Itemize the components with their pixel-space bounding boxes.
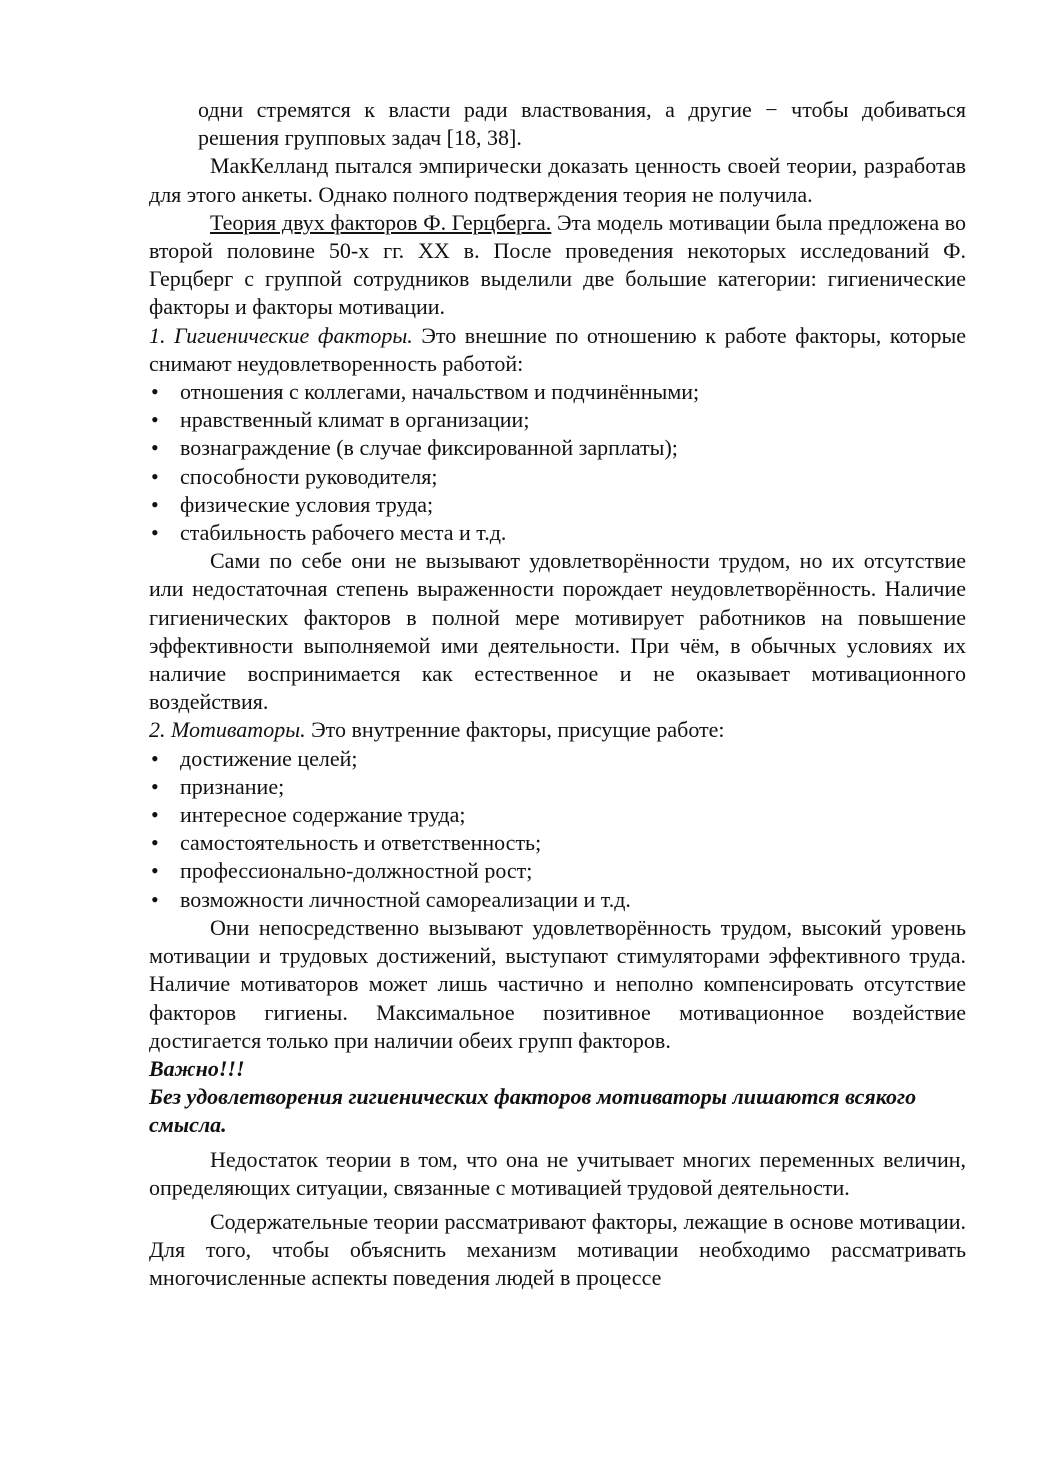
list-item-text: профессионально-должностной рост; bbox=[180, 858, 533, 884]
hygiene-effect-paragraph: Сами по себе они не вызывают удовлетворённости трудом, но их отсутствие или недостаточная степень выраженности порождает неудовлетворённость. Наличие гигиенических факторов в полной мере мотивирует работников на повышение эффективности выполняемой ими деятельности. При чём, в обычных условиях их наличие воспринимается как естественное и не оказывает мотивационного воздействия. bbox=[149, 548, 966, 715]
list-item bbox=[149, 406, 966, 434]
list-item-text: нравственный климат в организации; bbox=[180, 407, 530, 433]
mcclelland-paragraph: МакКелланд пытался эмпирически доказать ценность своей теории, разработав для этого анкеты. Однако полного подтверждения теория не получила. bbox=[149, 153, 966, 207]
hygiene-factors-intro bbox=[149, 322, 966, 378]
list-item-text: самостоятельность и ответственность; bbox=[180, 830, 542, 856]
list-item bbox=[149, 801, 966, 829]
list-item-text: признание; bbox=[180, 773, 285, 799]
list-item bbox=[149, 434, 966, 462]
bullet-icon: • bbox=[151, 463, 159, 489]
list-item-text: вознаграждение (в случае фиксированной зарплаты); bbox=[180, 435, 678, 461]
bullet-icon: • bbox=[151, 379, 159, 405]
motivators-list bbox=[149, 745, 966, 914]
bullet-icon: • bbox=[151, 830, 159, 856]
list-item bbox=[149, 857, 966, 885]
list-item bbox=[149, 773, 966, 801]
content-theories-paragraph: Содержательные теории рассматривают факторы, лежащие в основе мотивации. Для того, чтобы объяснить механизм мотивации необходимо рассматривать многочисленные аспекты поведения людей в процессе bbox=[149, 1208, 966, 1291]
list-item-text: возможности личностной самореализации и т.д. bbox=[180, 886, 631, 912]
important-text: Без удовлетворения гигиенических факторов мотиваторы лишаются всякого смысла. bbox=[149, 1084, 917, 1138]
list-item-text: интересное содержание труда; bbox=[180, 802, 466, 828]
list-item-text: физические условия труда; bbox=[180, 491, 434, 517]
bullet-icon: • bbox=[151, 773, 159, 799]
bullet-icon: • bbox=[151, 407, 159, 433]
list-item bbox=[149, 745, 966, 773]
important-label: Важно!!! bbox=[149, 1055, 245, 1081]
motivators-text: Это внутренние факторы, присущие работе: bbox=[305, 717, 725, 743]
bullet-icon: • bbox=[151, 886, 159, 912]
list-item bbox=[149, 463, 966, 491]
list-item-text: отношения с коллегами, начальством и подчинёнными; bbox=[180, 379, 700, 405]
hygiene-factors-text: Это внешние по отношению к работе факторы, которые снимают неудовлетворенность работой: bbox=[149, 322, 966, 376]
list-item bbox=[149, 886, 966, 914]
list-item bbox=[149, 829, 966, 857]
document-page bbox=[149, 96, 966, 1293]
bullet-icon: • bbox=[151, 745, 159, 771]
list-item-text: стабильность рабочего места и т.д. bbox=[180, 520, 507, 546]
list-item bbox=[149, 378, 966, 406]
intro-continuation-paragraph: одни стремятся к власти ради властвования, а другие − чтобы добиваться решения групповых задач [18, 38]. bbox=[198, 97, 966, 151]
bullet-icon: • bbox=[151, 435, 159, 461]
list-item-text: достижение целей; bbox=[180, 745, 358, 771]
bullet-icon: • bbox=[151, 520, 159, 546]
bullet-icon: • bbox=[151, 802, 159, 828]
list-item bbox=[149, 491, 966, 519]
list-item bbox=[149, 519, 966, 547]
drawback-paragraph: Недостаток теории в том, что она не учитывает многих переменных величин, определяющих ситуации, связанные с мотивацией трудовой деятельности. bbox=[149, 1146, 966, 1200]
motivators-effect-paragraph: Они непосредственно вызывают удовлетворённость трудом, высокий уровень мотивации и трудовых достижений, выступают стимуляторами эффективного труда. Наличие мотиваторов может лишь частично и неполно компенсировать отсутствие факторов гигиены. Максимальное позитивное мотивационное воздействие достигается только при наличии обеих групп факторов. bbox=[149, 914, 966, 1053]
hygiene-factors-label: 1. Гигиенические факторы. bbox=[149, 322, 413, 348]
motivators-label: 2. Мотиваторы. bbox=[149, 717, 306, 743]
bullet-icon: • bbox=[151, 858, 159, 884]
bullet-icon: • bbox=[151, 491, 159, 517]
herzberg-paragraph bbox=[149, 209, 966, 322]
motivators-intro bbox=[149, 716, 966, 744]
list-item-text: способности руководителя; bbox=[180, 463, 438, 489]
herzberg-text: Эта модель мотивации была предложена во второй половине 50-х гг. XX в. После проведения некоторых исследований Ф. Герцберг с группой сотрудников выделили две большие категории: гигиенические факторы и факторы мотивации. bbox=[149, 209, 966, 320]
hygiene-factors-list bbox=[149, 378, 966, 547]
herzberg-heading: Теория двух факторов Ф. Герцберга. bbox=[210, 209, 552, 235]
